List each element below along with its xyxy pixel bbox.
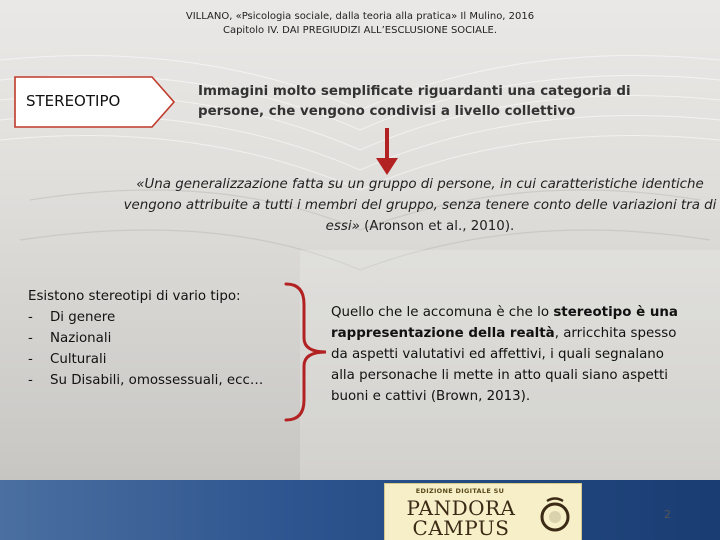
explanation-text-2: , arricchita spesso da aspetti valutativi ed affettivi, i quali segnalano alla personache li mette in atto quali siano aspetti buoni e cattivi (Brown, 2013).	[331, 326, 677, 404]
header-reference: VILLANO, «Psicologia sociale, dalla teoria alla pratica» Il Mulino, 2016	[185, 11, 535, 22]
bullet-dash: -	[28, 352, 33, 367]
arrow-down-icon	[374, 128, 400, 176]
explanation-bold: stereotipo è una rappresentazione della realtà	[331, 305, 678, 341]
explanation-text-1: Quello che le accomuna è che lo	[331, 305, 554, 320]
quote-text: «Una generalizzazione fatta su un gruppo di persone, in cui caratteristiche identiche vengono attribuite a tutti i membri del gruppo, senza tenere conto delle variazioni tra di essi»	[123, 177, 717, 234]
list-item-label: Di genere	[50, 310, 116, 325]
quote-citation: (Aronson et al., 2010).	[359, 219, 515, 234]
term-definition: Immagini molto semplificate riguardanti una categoria di persone, che vengono condivisi a livello collettivo	[198, 84, 631, 119]
stereotype-types-list	[28, 286, 288, 391]
types-intro: Esistono stereotipi di vario tipo:	[28, 289, 241, 304]
list-item-label: Nazionali	[50, 331, 112, 346]
list-item-label: Su Disabili, omossessuali, ecc…	[50, 373, 264, 388]
bullet-dash: -	[28, 310, 33, 325]
quote-block	[120, 174, 720, 237]
curly-brace-icon	[282, 282, 330, 422]
brand-name-line2: CAMPUS	[412, 516, 510, 540]
footer-band	[0, 480, 720, 540]
list-item	[28, 307, 288, 328]
list-item	[28, 328, 288, 349]
list-item-label: Culturali	[50, 352, 107, 367]
bullet-dash: -	[28, 331, 33, 346]
list-item	[28, 370, 288, 391]
pandora-campus-badge	[384, 483, 582, 540]
brand-caption: EDIZIONE DIGITALE SU	[415, 487, 505, 495]
list-item	[28, 349, 288, 370]
explanation-paragraph	[331, 302, 691, 407]
pandora-logo-icon	[535, 494, 575, 534]
page-number: 2	[664, 508, 671, 521]
bullet-dash: -	[28, 373, 33, 388]
term-label: STEREOTIPO	[26, 92, 121, 110]
header-chapter: Capitolo IV. DAI PREGIUDIZI ALL’ESCLUSIONE SOCIALE.	[222, 25, 498, 36]
brand-name-line1: PANDORA	[406, 496, 516, 520]
